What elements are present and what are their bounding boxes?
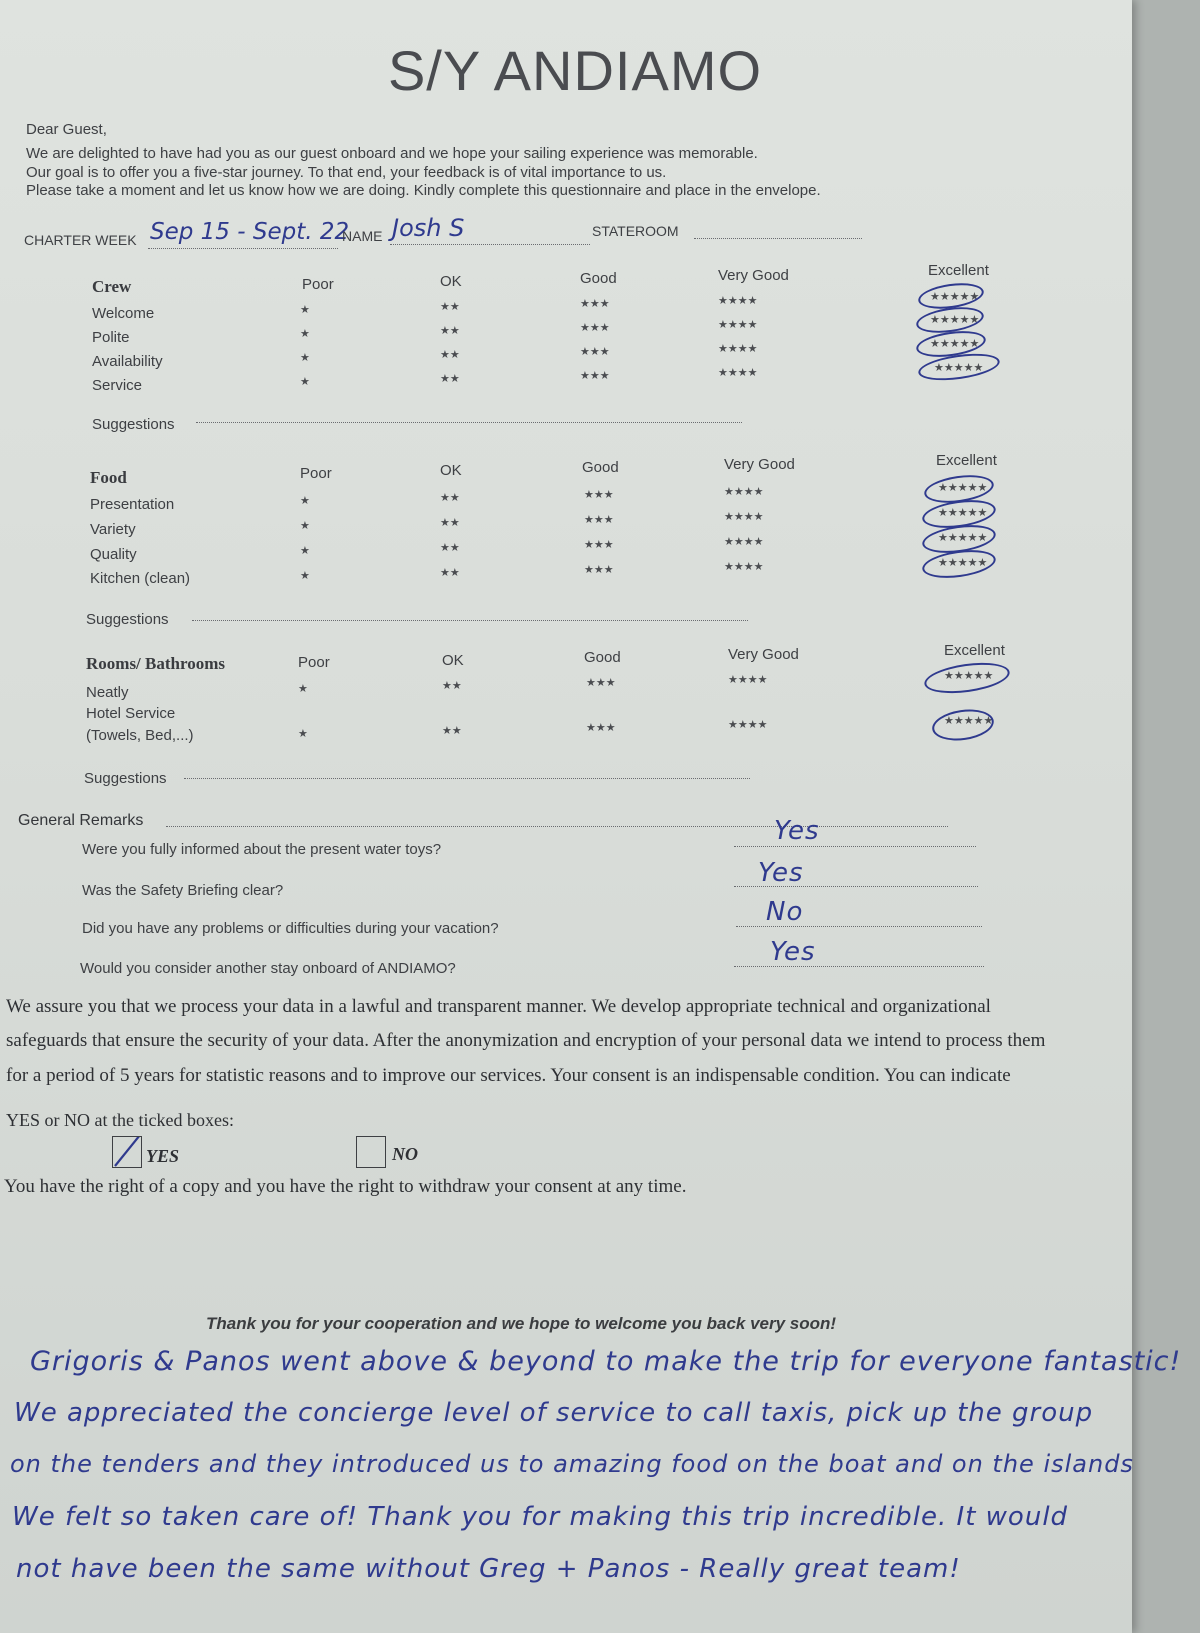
privacy-line-1: We assure you that we process your data in a lawful and transparent manner. We develop appropriate technical and organizational: [6, 996, 991, 1017]
charter-week-line: [148, 248, 338, 249]
item-availability: Availability: [92, 353, 163, 370]
rating-good[interactable]: ★★★: [580, 346, 610, 358]
suggestions-label: Suggestions: [92, 416, 175, 433]
check-mark-icon: [113, 1137, 141, 1167]
header-poor: Poor: [302, 276, 334, 293]
intro-line-1: We are delighted to have had you as our guest onboard and we hope your sailing experience was memorable.: [26, 145, 758, 162]
item-welcome: Welcome: [92, 305, 155, 322]
header-ok: OK: [442, 652, 464, 669]
consent-no-label: NO: [392, 1144, 418, 1164]
header-very-good: Very Good: [728, 646, 799, 663]
stateroom-label: STATEROOM: [592, 223, 679, 239]
consent-prompt: YES or NO at the ticked boxes:: [6, 1110, 234, 1130]
rating-poor[interactable]: ★: [300, 570, 310, 582]
suggestions-label: Suggestions: [84, 770, 167, 787]
intro-line-3: Please take a moment and let us know how we are doing. Kindly complete this questionnaire and place in the envelope.: [26, 182, 821, 199]
section-title-rooms: Rooms/ Bathrooms: [86, 654, 225, 673]
rights-line: You have the right of a copy and you have the right to withdraw your consent at any time.: [4, 1176, 687, 1197]
name-label: NAME: [342, 228, 383, 244]
item-towels-bed: (Towels, Bed,...): [86, 727, 194, 744]
rating-poor[interactable]: ★: [300, 520, 310, 532]
rating-excellent[interactable]: ★★★★★: [938, 532, 988, 544]
handwritten-comment-line-1: Grigoris & Panos went above & beyond to make the trip for everyone fantastic!: [30, 1346, 1182, 1377]
question-another-stay: Would you consider another stay onboard of ANDIAMO?: [80, 960, 456, 977]
rating-poor[interactable]: ★: [300, 376, 310, 388]
rating-very-good[interactable]: ★★★★: [718, 367, 758, 379]
rating-poor[interactable]: ★: [298, 683, 308, 695]
rating-very-good[interactable]: ★★★★: [724, 486, 764, 498]
rating-ok[interactable]: ★★: [440, 492, 460, 504]
header-ok: OK: [440, 462, 462, 479]
answer-water-toys[interactable]: Yes: [774, 816, 820, 846]
charter-week-field[interactable]: Sep 15 - Sept. 22: [150, 219, 350, 245]
rating-ok[interactable]: ★★: [440, 567, 460, 579]
rating-excellent[interactable]: ★★★★★: [930, 291, 980, 303]
privacy-line-2: safeguards that ensure the security of your data. After the anonymization and encryption of your personal data we intend to process them: [6, 1030, 1046, 1051]
answer-another-stay[interactable]: Yes: [770, 937, 816, 967]
rating-very-good[interactable]: ★★★★: [718, 295, 758, 307]
consent-yes-label: YES: [146, 1146, 180, 1166]
general-remarks-field[interactable]: [166, 826, 948, 827]
rating-good[interactable]: ★★★: [584, 514, 614, 526]
suggestions-label: Suggestions: [86, 611, 169, 628]
handwritten-comment-line-2: We appreciated the concierge level of service to call taxis, pick up the group: [14, 1398, 1094, 1428]
header-very-good: Very Good: [724, 456, 795, 473]
selection-circle: [930, 706, 996, 744]
rating-good[interactable]: ★★★: [584, 539, 614, 551]
handwritten-comment-line-3: on the tenders and they introduced us to amazing food on the boat and on the islands: [10, 1450, 1134, 1478]
header-good: Good: [584, 649, 621, 666]
rating-very-good[interactable]: ★★★★: [724, 561, 764, 573]
name-line: [390, 244, 590, 245]
rating-good[interactable]: ★★★: [580, 370, 610, 382]
rating-good[interactable]: ★★★: [584, 489, 614, 501]
rating-poor[interactable]: ★: [300, 545, 310, 557]
rating-good[interactable]: ★★★: [580, 322, 610, 334]
rating-excellent[interactable]: ★★★★★: [938, 482, 988, 494]
rating-good[interactable]: ★★★: [580, 298, 610, 310]
answer-safety-briefing[interactable]: Yes: [758, 858, 804, 888]
item-hotel-service: Hotel Service: [86, 705, 176, 722]
header-very-good: Very Good: [718, 267, 789, 284]
item-quality: Quality: [90, 546, 137, 563]
rating-poor[interactable]: ★: [298, 728, 308, 740]
rating-excellent[interactable]: ★★★★★: [944, 670, 994, 682]
header-poor: Poor: [298, 654, 330, 671]
greeting: Dear Guest,: [26, 121, 107, 138]
header-excellent: Excellent: [936, 452, 997, 469]
section-title-food: Food: [90, 468, 127, 487]
item-kitchen-clean: Kitchen (clean): [90, 570, 191, 587]
rating-poor[interactable]: ★: [300, 495, 310, 507]
rating-excellent[interactable]: ★★★★★: [944, 715, 994, 727]
consent-no-checkbox[interactable]: [356, 1136, 386, 1168]
rating-ok[interactable]: ★★: [442, 725, 462, 737]
question-problems: Did you have any problems or difficulties during your vacation?: [82, 920, 499, 937]
item-polite: Polite: [92, 329, 130, 346]
rating-very-good[interactable]: ★★★★: [724, 536, 764, 548]
item-presentation: Presentation: [90, 496, 175, 513]
handwritten-comment-line-4: We felt so taken care of! Thank you for making this trip incredible. It would: [12, 1502, 1069, 1532]
suggestions-field[interactable]: [192, 620, 748, 621]
rating-very-good[interactable]: ★★★★: [724, 511, 764, 523]
rating-good[interactable]: ★★★: [586, 677, 616, 689]
question-water-toys: Were you fully informed about the present water toys?: [82, 841, 442, 858]
header-poor: Poor: [300, 465, 332, 482]
handwritten-comment-line-5: not have been the same without Greg + Panos - Really great team!: [16, 1554, 961, 1584]
rating-excellent[interactable]: ★★★★★: [930, 338, 980, 350]
header-good: Good: [580, 270, 617, 287]
rating-ok[interactable]: ★★: [440, 517, 460, 529]
rating-excellent[interactable]: ★★★★★: [938, 507, 988, 519]
header-ok: OK: [440, 273, 462, 290]
rating-excellent[interactable]: ★★★★★: [930, 314, 980, 326]
rating-ok[interactable]: ★★: [440, 301, 460, 313]
rating-ok[interactable]: ★★: [440, 349, 460, 361]
rating-ok[interactable]: ★★: [440, 373, 460, 385]
rating-poor[interactable]: ★: [300, 328, 310, 340]
question-safety-briefing: Was the Safety Briefing clear?: [82, 882, 284, 899]
rating-very-good[interactable]: ★★★★: [718, 343, 758, 355]
rating-very-good[interactable]: ★★★★: [728, 674, 768, 686]
rating-poor[interactable]: ★: [300, 304, 310, 316]
item-service: Service: [92, 377, 143, 394]
charter-week-label: CHARTER WEEK: [24, 232, 137, 248]
rating-good[interactable]: ★★★: [586, 722, 616, 734]
intro-line-2: Our goal is to offer you a five-star journey. To that end, your feedback is of vital importance to us.: [26, 164, 667, 181]
rating-very-good[interactable]: ★★★★: [718, 319, 758, 331]
section-title-crew: Crew: [92, 277, 132, 296]
suggestions-field[interactable]: [196, 422, 742, 423]
item-neatly: Neatly: [86, 684, 129, 701]
rating-poor[interactable]: ★: [300, 352, 310, 364]
selection-circle: [922, 658, 1011, 698]
answer-problems[interactable]: No: [766, 897, 804, 927]
answer-line: [734, 846, 976, 847]
consent-yes-checkbox[interactable]: [112, 1136, 142, 1168]
rating-ok[interactable]: ★★: [440, 542, 460, 554]
privacy-line-3: for a period of 5 years for statistic reasons and to improve our services. Your consent is an indispensable condition. You can indicate: [6, 1065, 1011, 1086]
general-remarks-label: General Remarks: [18, 812, 144, 829]
rating-excellent[interactable]: ★★★★★: [938, 557, 988, 569]
rating-very-good[interactable]: ★★★★: [728, 719, 768, 731]
header-excellent: Excellent: [944, 642, 1005, 659]
stateroom-field[interactable]: [694, 238, 862, 239]
rating-excellent[interactable]: ★★★★★: [934, 362, 984, 374]
rating-ok[interactable]: ★★: [442, 680, 462, 692]
header-good: Good: [582, 459, 619, 476]
form-title: S/Y ANDIAMO: [387, 39, 763, 102]
item-variety: Variety: [90, 521, 136, 538]
rating-ok[interactable]: ★★: [440, 325, 460, 337]
suggestions-field[interactable]: [184, 778, 750, 779]
rating-good[interactable]: ★★★: [584, 564, 614, 576]
header-excellent: Excellent: [928, 262, 989, 279]
name-field[interactable]: Josh S: [392, 214, 465, 242]
thank-you-line: Thank you for your cooperation and we hope to welcome you back very soon!: [206, 1314, 837, 1333]
